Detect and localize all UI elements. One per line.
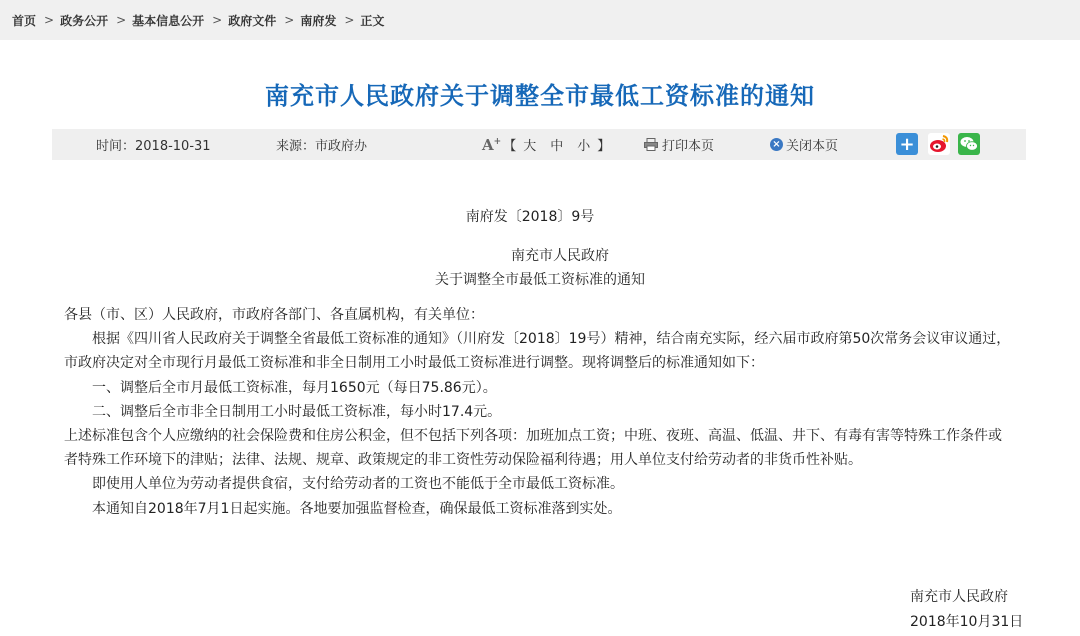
article-body: [64, 303, 1014, 521]
body-paragraph: 根据《四川省人民政府关于调整全省最低工资标准的通知》（川府发〔2018〕19号）精神，结合南充实际，经六届市政府第50次常务会议审议通过，市政府决定对全市现行月最低工资标准和非全日制用工小时最低工资标准进行调整。现将调整后的标准通知如下：: [64, 331, 1011, 372]
body-paragraph: 二、调整后全市非全日制用工小时最低工资标准，每小时17.4元。: [92, 403, 502, 420]
article-page: [0, 40, 1080, 636]
breadcrumb-government-affairs[interactable]: 政务公开: [60, 13, 109, 28]
breadcrumb-gov-documents[interactable]: 政府文件: [228, 13, 277, 28]
breadcrumb-separator: >: [44, 13, 55, 27]
breadcrumb-separator: >: [284, 13, 295, 27]
body-paragraph: 上述标准包含个人应缴纳的社会保险费和住房公积金，但不包括下列各项：加班加点工资；中班、夜班、高温、低温、井下、有毒有害等特殊工作条件或者特殊工作环境下的津贴；法律、法规、规章、政策规定的非工资性劳动保险福利待遇；用人单位支付给劳动者的非货币性补贴。: [64, 428, 1002, 469]
signature-date: 2018年10月31日: [910, 614, 1024, 630]
printer-icon: [644, 138, 658, 151]
article-info-bar: [52, 129, 1026, 160]
issuer-heading: 南充市人民政府: [511, 248, 609, 264]
breadcrumb-nanfufa[interactable]: 南府发: [300, 13, 337, 28]
article-source: 来源：市政府办: [276, 139, 368, 154]
print-label: 打印本页: [662, 139, 715, 154]
signature-issuer: 南充市人民政府: [910, 589, 1008, 605]
weibo-icon[interactable]: [928, 133, 950, 155]
document-number: 南府发〔2018〕9号: [465, 209, 595, 225]
breadcrumb-basic-info[interactable]: 基本信息公开: [132, 13, 205, 28]
font-size-icon: A+: [482, 135, 502, 154]
font-bracket-left: 【: [503, 139, 517, 154]
breadcrumb: [0, 0, 1080, 40]
breadcrumb-separator: >: [344, 13, 355, 27]
font-small-button[interactable]: 小: [577, 139, 591, 154]
body-paragraph: 本通知自2018年7月1日起实施。各地要加强监督检查，确保最低工资标准落到实处。: [92, 500, 622, 517]
body-paragraph: 即使用人单位为劳动者提供食宿，支付给劳动者的工资也不能低于全市最低工资标准。: [92, 476, 624, 493]
breadcrumb-current: 正文: [360, 13, 385, 28]
breadcrumb-separator: >: [116, 13, 127, 27]
notice-heading: 关于调整全市最低工资标准的通知: [435, 272, 645, 288]
close-page-button[interactable]: [770, 129, 838, 160]
breadcrumb-home[interactable]: 首页: [12, 13, 37, 28]
font-bracket-right: 】: [597, 139, 611, 154]
wechat-icon[interactable]: [958, 133, 980, 155]
font-large-button[interactable]: 大: [523, 139, 537, 154]
body-paragraph: 一、调整后全市月最低工资标准，每月1650元（每日75.86元）。: [92, 379, 497, 396]
font-size-control: [482, 129, 610, 160]
weibo-icon-glyph: [928, 133, 950, 155]
close-label: 关闭本页: [786, 139, 839, 154]
breadcrumb-separator: >: [212, 13, 223, 27]
close-icon: ×: [770, 138, 783, 151]
addressee-paragraph: 各县（市、区）人民政府，市政府各部门、各直属机构，有关单位：: [64, 307, 484, 323]
plus-share-icon[interactable]: +: [896, 133, 918, 155]
publish-time: 时间：2018-10-31: [96, 139, 211, 154]
font-medium-button[interactable]: 中: [550, 139, 564, 154]
page-title: 南充市人民政府关于调整全市最低工资标准的通知: [265, 82, 815, 110]
print-button[interactable]: [644, 129, 714, 160]
wechat-icon-glyph: [960, 136, 978, 152]
